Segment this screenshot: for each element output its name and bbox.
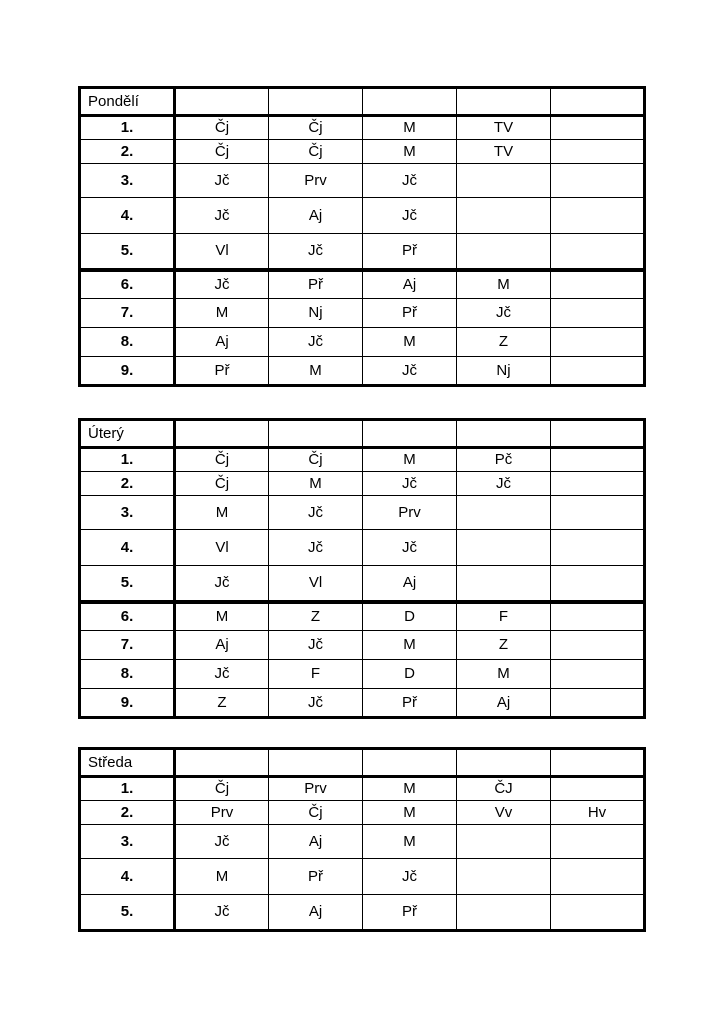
lesson-row — [80, 299, 645, 328]
subject-cell: Nj — [269, 299, 363, 328]
lesson-row — [80, 116, 645, 140]
lesson-number: 9. — [80, 689, 175, 718]
subject-cell: D — [363, 602, 457, 631]
lesson-number: 8. — [80, 660, 175, 689]
lesson-number: 5. — [80, 895, 175, 931]
lesson-row — [80, 825, 645, 859]
subject-cell: Pč — [457, 448, 551, 472]
subject-cell: M — [457, 660, 551, 689]
subject-cell: ČJ — [457, 777, 551, 801]
lesson-row — [80, 270, 645, 299]
lesson-row — [80, 660, 645, 689]
subject-cell: Hv — [551, 801, 645, 825]
day-label: Úterý — [80, 420, 175, 448]
subject-cell: Čj — [269, 140, 363, 164]
header-cell — [457, 749, 551, 777]
subject-cell: Jč — [363, 164, 457, 198]
lesson-number: 6. — [80, 270, 175, 299]
subject-cell: TV — [457, 116, 551, 140]
lesson-number: 2. — [80, 801, 175, 825]
header-cell — [269, 420, 363, 448]
subject-cell: Prv — [363, 496, 457, 530]
subject-cell: Jč — [363, 198, 457, 234]
subject-cell: Z — [457, 328, 551, 357]
subject-cell — [551, 198, 645, 234]
subject-cell: Jč — [175, 270, 269, 299]
subject-cell: Jč — [457, 472, 551, 496]
subject-cell: M — [363, 631, 457, 660]
lesson-row — [80, 631, 645, 660]
subject-cell: F — [269, 660, 363, 689]
day-label: Středa — [80, 749, 175, 777]
subject-cell — [551, 566, 645, 602]
subject-cell — [551, 689, 645, 718]
header-cell — [175, 420, 269, 448]
subject-cell: Čj — [269, 448, 363, 472]
subject-cell: Aj — [175, 328, 269, 357]
subject-cell: Čj — [269, 801, 363, 825]
subject-cell: Aj — [175, 631, 269, 660]
subject-cell: M — [269, 472, 363, 496]
subject-cell: Prv — [175, 801, 269, 825]
header-cell — [457, 88, 551, 116]
lesson-number: 3. — [80, 496, 175, 530]
lesson-number: 8. — [80, 328, 175, 357]
lesson-row — [80, 496, 645, 530]
subject-cell — [457, 895, 551, 931]
subject-cell: Aj — [363, 566, 457, 602]
lesson-row — [80, 234, 645, 270]
lesson-number: 4. — [80, 859, 175, 895]
subject-cell: F — [457, 602, 551, 631]
subject-cell — [551, 357, 645, 386]
lesson-row — [80, 801, 645, 825]
lesson-number: 2. — [80, 140, 175, 164]
header-cell — [175, 88, 269, 116]
subject-cell — [457, 825, 551, 859]
subject-cell — [457, 859, 551, 895]
subject-cell: Jč — [457, 299, 551, 328]
subject-cell — [457, 234, 551, 270]
subject-cell: Jč — [363, 859, 457, 895]
subject-cell — [551, 472, 645, 496]
subject-cell — [551, 299, 645, 328]
lesson-row — [80, 357, 645, 386]
subject-cell: Z — [269, 602, 363, 631]
subject-cell: Jč — [175, 660, 269, 689]
subject-cell: Z — [457, 631, 551, 660]
subject-cell — [457, 198, 551, 234]
subject-cell — [551, 270, 645, 299]
lesson-number: 4. — [80, 530, 175, 566]
subject-cell: Nj — [457, 357, 551, 386]
subject-cell — [551, 234, 645, 270]
subject-cell — [551, 496, 645, 530]
lesson-row — [80, 895, 645, 931]
subject-cell: M — [175, 859, 269, 895]
lesson-number: 9. — [80, 357, 175, 386]
lesson-number: 6. — [80, 602, 175, 631]
tuesday-timetable — [78, 418, 646, 719]
subject-cell: Jč — [175, 164, 269, 198]
subject-cell: Aj — [269, 895, 363, 931]
day-header-row — [80, 88, 645, 116]
subject-cell: Aj — [363, 270, 457, 299]
subject-cell: Jč — [269, 530, 363, 566]
subject-cell: Čj — [175, 448, 269, 472]
header-cell — [551, 88, 645, 116]
subject-cell: Jč — [175, 825, 269, 859]
subject-cell: Aj — [269, 825, 363, 859]
subject-cell: Čj — [175, 116, 269, 140]
subject-cell: Př — [363, 299, 457, 328]
subject-cell: Př — [363, 689, 457, 718]
subject-cell — [551, 825, 645, 859]
header-cell — [363, 88, 457, 116]
header-cell — [363, 420, 457, 448]
subject-cell: Jč — [269, 689, 363, 718]
header-cell — [363, 749, 457, 777]
subject-cell: Vv — [457, 801, 551, 825]
subject-cell — [551, 777, 645, 801]
subject-cell: M — [175, 602, 269, 631]
subject-cell: Jč — [175, 566, 269, 602]
subject-cell: M — [363, 801, 457, 825]
lesson-number: 7. — [80, 299, 175, 328]
lesson-number: 3. — [80, 825, 175, 859]
lesson-number: 5. — [80, 234, 175, 270]
subject-cell: Jč — [175, 895, 269, 931]
subject-cell: M — [269, 357, 363, 386]
subject-cell: M — [363, 777, 457, 801]
subject-cell: Jč — [363, 530, 457, 566]
lesson-row — [80, 566, 645, 602]
header-cell — [551, 749, 645, 777]
subject-cell: Vl — [175, 530, 269, 566]
subject-cell: Čj — [269, 116, 363, 140]
subject-cell: M — [363, 328, 457, 357]
subject-cell: Př — [363, 234, 457, 270]
subject-cell — [457, 530, 551, 566]
subject-cell — [457, 496, 551, 530]
header-cell — [457, 420, 551, 448]
subject-cell: Aj — [269, 198, 363, 234]
lesson-number: 5. — [80, 566, 175, 602]
lesson-number: 1. — [80, 777, 175, 801]
subject-cell: Př — [269, 270, 363, 299]
lesson-row — [80, 777, 645, 801]
subject-cell: Vl — [175, 234, 269, 270]
subject-cell: Jč — [269, 328, 363, 357]
subject-cell: Př — [175, 357, 269, 386]
lesson-number: 7. — [80, 631, 175, 660]
subject-cell: Čj — [175, 777, 269, 801]
lesson-row — [80, 602, 645, 631]
lesson-row — [80, 198, 645, 234]
subject-cell — [551, 116, 645, 140]
header-cell — [551, 420, 645, 448]
subject-cell: Jč — [363, 357, 457, 386]
wednesday-timetable — [78, 747, 646, 932]
lesson-row — [80, 140, 645, 164]
subject-cell — [551, 602, 645, 631]
subject-cell: M — [363, 825, 457, 859]
day-header-row — [80, 749, 645, 777]
subject-cell: Vl — [269, 566, 363, 602]
subject-cell: Prv — [269, 164, 363, 198]
subject-cell: Př — [269, 859, 363, 895]
lesson-row — [80, 859, 645, 895]
lesson-number: 4. — [80, 198, 175, 234]
lesson-number: 3. — [80, 164, 175, 198]
subject-cell — [551, 328, 645, 357]
subject-cell: M — [175, 299, 269, 328]
lesson-number: 1. — [80, 448, 175, 472]
subject-cell: Př — [363, 895, 457, 931]
monday-timetable — [78, 86, 646, 387]
subject-cell — [457, 164, 551, 198]
subject-cell: Jč — [269, 631, 363, 660]
header-cell — [175, 749, 269, 777]
subject-cell — [551, 660, 645, 689]
subject-cell: Jč — [269, 496, 363, 530]
subject-cell: M — [457, 270, 551, 299]
subject-cell — [551, 859, 645, 895]
lesson-row — [80, 164, 645, 198]
subject-cell: Prv — [269, 777, 363, 801]
lesson-number: 1. — [80, 116, 175, 140]
lesson-row — [80, 472, 645, 496]
lesson-number: 2. — [80, 472, 175, 496]
day-label: Pondělí — [80, 88, 175, 116]
subject-cell — [551, 530, 645, 566]
subject-cell: M — [363, 140, 457, 164]
lesson-row — [80, 689, 645, 718]
header-cell — [269, 88, 363, 116]
subject-cell — [551, 631, 645, 660]
subject-cell: TV — [457, 140, 551, 164]
subject-cell — [551, 448, 645, 472]
subject-cell — [551, 164, 645, 198]
subject-cell — [457, 566, 551, 602]
subject-cell: D — [363, 660, 457, 689]
header-cell — [269, 749, 363, 777]
subject-cell: Čj — [175, 472, 269, 496]
subject-cell: Čj — [175, 140, 269, 164]
subject-cell: Z — [175, 689, 269, 718]
subject-cell — [551, 895, 645, 931]
lesson-row — [80, 448, 645, 472]
subject-cell: Jč — [363, 472, 457, 496]
subject-cell: Jč — [269, 234, 363, 270]
subject-cell: M — [363, 448, 457, 472]
subject-cell: M — [363, 116, 457, 140]
subject-cell: Jč — [175, 198, 269, 234]
lesson-row — [80, 328, 645, 357]
lesson-row — [80, 530, 645, 566]
subject-cell: M — [175, 496, 269, 530]
subject-cell: Aj — [457, 689, 551, 718]
day-header-row — [80, 420, 645, 448]
subject-cell — [551, 140, 645, 164]
